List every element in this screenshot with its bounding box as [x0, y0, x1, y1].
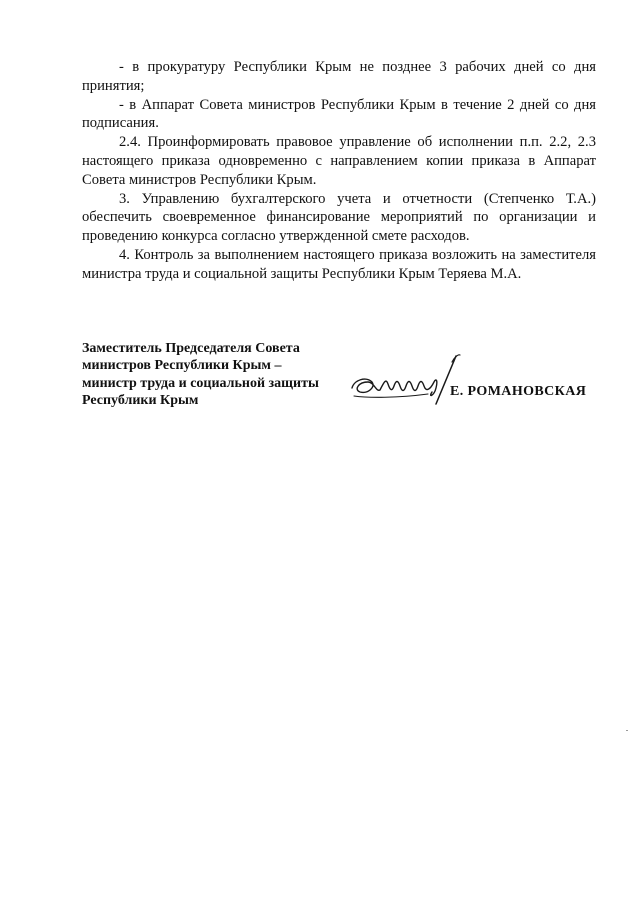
- signatory-title: [82, 340, 342, 409]
- signatory-title-line: министр труда и социальной защиты: [82, 375, 319, 391]
- paragraph-2-4: 2.4. Проинформировать правовое управление об исполнении п.п. 2.2, 2.3 настоящего приказа одновременно с направлением копии приказа в Аппарат Совета министров Республики Крым.: [82, 134, 596, 188]
- handwritten-signature: [348, 352, 466, 410]
- paragraph-3: 3. Управлению бухгалтерского учета и отчетности (Степченко Т.А.) обеспечить своевременное финансирование мероприятий по организации и проведению конкурса согласно утвержденной смете расходов.: [82, 190, 596, 245]
- signatory-title-line: Республики Крым: [82, 392, 199, 408]
- signatory-name: Е. РОМАНОВСКАЯ: [450, 384, 587, 399]
- signatory-title-line: Заместитель Председателя Совета: [82, 341, 300, 356]
- paragraph-council-apparatus: - в Аппарат Совета министров Республики Крым в течение 2 дней со дня подписания.: [82, 96, 596, 132]
- scan-speck: [626, 730, 628, 731]
- signatory-title-line: министров Республики Крым –: [82, 358, 282, 374]
- paragraph-prosecutor: - в прокуратуру Республики Крым не позднее 3 рабочих дней со дня принятия;: [82, 59, 596, 94]
- document-body: [82, 58, 596, 284]
- paragraph-4: 4. Контроль за выполнением настоящего приказа возложить на заместителя министра труда и социальной защиты Республики Крым Теряева М.А.: [82, 246, 596, 282]
